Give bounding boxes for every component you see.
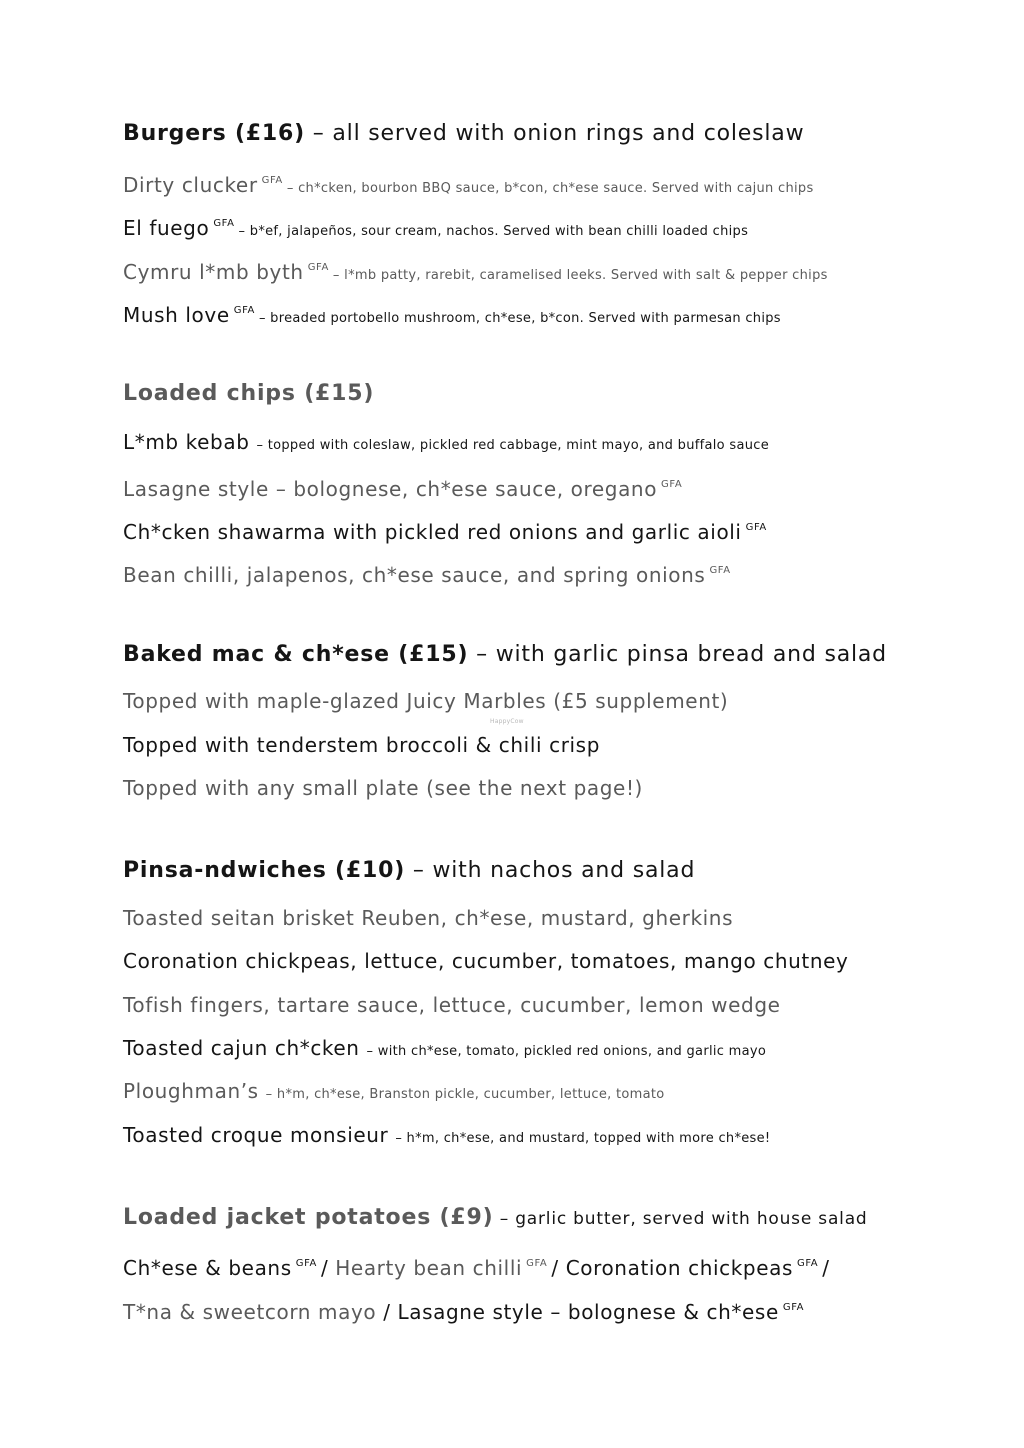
jacket-option: Ch*ese & beans [123,1256,292,1280]
menu-item [123,515,767,545]
menu-item [123,688,728,714]
item-name: Lasagne style – bolognese, ch*ese sauce, oregano [123,477,658,501]
jacket-options-line-2 [123,1295,804,1325]
section-heading-mac-cheese [123,642,887,668]
jacket-option: Coronation chickpeas [565,1256,793,1280]
gfa-badge: GFA [233,305,255,316]
item-name: L*mb kebab [123,430,250,454]
item-description: – l*mb patty, rarebit, caramelised leeks. Served with salt & pepper chips [332,268,828,283]
item-name: Coronation chickpeas, lettuce, cucumber, tomatoes, mango chutney [123,949,849,973]
item-name: Toasted cajun ch*cken [123,1036,360,1060]
menu-item [123,775,643,801]
section-heading-jacket-potatoes [123,1205,868,1232]
menu-item [123,1122,770,1152]
option-separator: / [551,1256,559,1280]
section-heading-pinsandwiches [123,858,695,884]
item-name: Bean chilli, jalapenos, ch*ese sauce, and spring onions [123,563,706,587]
menu-item [123,472,682,502]
item-description: – b*ef, jalapeños, sour cream, nachos. Served with bean chilli loaded chips [238,224,749,239]
jacket-option: Lasagne style – bolognese & ch*ese [397,1300,779,1324]
item-name: Toasted seitan brisket Reuben, ch*ese, mustard, gherkins [123,906,734,930]
menu-item [123,298,781,332]
menu-item [123,905,733,931]
gfa-badge: GFA [661,479,683,490]
item-name: Dirty clucker [123,173,258,197]
section-subtitle: – with garlic pinsa bread and salad [468,642,887,667]
gfa-badge: GFA [261,175,283,186]
item-name: Topped with tenderstem broccoli & chili crisp [123,733,600,757]
option-separator: / [383,1300,391,1324]
menu-item [123,558,731,588]
item-name: Mush love [123,303,230,327]
section-subtitle: – all served with onion rings and coleslaw [305,121,805,146]
item-name: Tofish fingers, tartare sauce, lettuce, cucumber, lemon wedge [123,993,781,1017]
gfa-badge: GFA [307,262,329,273]
item-name: El fuego [123,216,210,240]
gfa-badge: GFA [745,522,767,533]
jacket-options-line-1 [123,1251,830,1281]
menu-item [123,211,748,245]
watermark: HappyCow [490,718,524,725]
gfa-badge: GFA [295,1258,317,1269]
menu-item [123,255,828,289]
gfa-badge: GFA [526,1258,548,1269]
gfa-badge: GFA [782,1302,805,1313]
menu-item [123,948,848,974]
menu-item [123,429,769,459]
option-separator: / [822,1256,830,1280]
item-name: Toasted croque monsieur [123,1123,389,1147]
section-subtitle: – garlic butter, served with house salad [493,1209,868,1229]
menu-item [123,992,781,1018]
section-subtitle: – with nachos and salad [405,858,696,883]
section-title: Burgers (£16) [123,121,305,146]
section-title: Baked mac & ch*ese (£15) [123,642,469,667]
menu-item [123,732,600,758]
menu-item [123,168,814,202]
menu-item [123,1078,665,1108]
item-description: – h*m, ch*ese, Branston pickle, cucumber, lettuce, tomato [265,1087,665,1102]
gfa-badge: GFA [797,1258,819,1269]
gfa-badge: GFA [709,565,731,576]
section-title: Loaded jacket potatoes (£9) [123,1205,494,1230]
item-name: Topped with any small plate (see the next page!) [123,776,643,800]
section-heading-loaded-chips [123,381,374,407]
jacket-option: T*na & sweetcorn mayo [123,1300,377,1324]
section-title: Pinsa-ndwiches (£10) [123,858,406,883]
item-name: Ch*cken shawarma with pickled red onions and garlic aioli [123,520,742,544]
option-separator: / [320,1256,329,1280]
item-description: – with ch*ese, tomato, pickled red onions, and garlic mayo [366,1044,767,1059]
gfa-badge: GFA [213,218,235,229]
jacket-option: Hearty bean chilli [335,1256,523,1280]
item-name: Topped with maple-glazed Juicy Marbles (£5 supplement) [123,689,729,713]
item-name: Ploughman’s [123,1079,259,1103]
item-description: – h*m, ch*ese, and mustard, topped with more ch*ese! [395,1131,771,1146]
menu-item [123,1035,766,1065]
item-name: Cymru l*mb byth [123,260,304,284]
section-title: Loaded chips (£15) [123,381,375,406]
item-description: – breaded portobello mushroom, ch*ese, b*con. Served with parmesan chips [258,311,781,326]
item-description: – topped with coleslaw, pickled red cabbage, mint mayo, and buffalo sauce [256,438,769,453]
item-description: – ch*cken, bourbon BBQ sauce, b*con, ch*ese sauce. Served with cajun chips [286,181,814,196]
section-heading-burgers [123,121,804,147]
